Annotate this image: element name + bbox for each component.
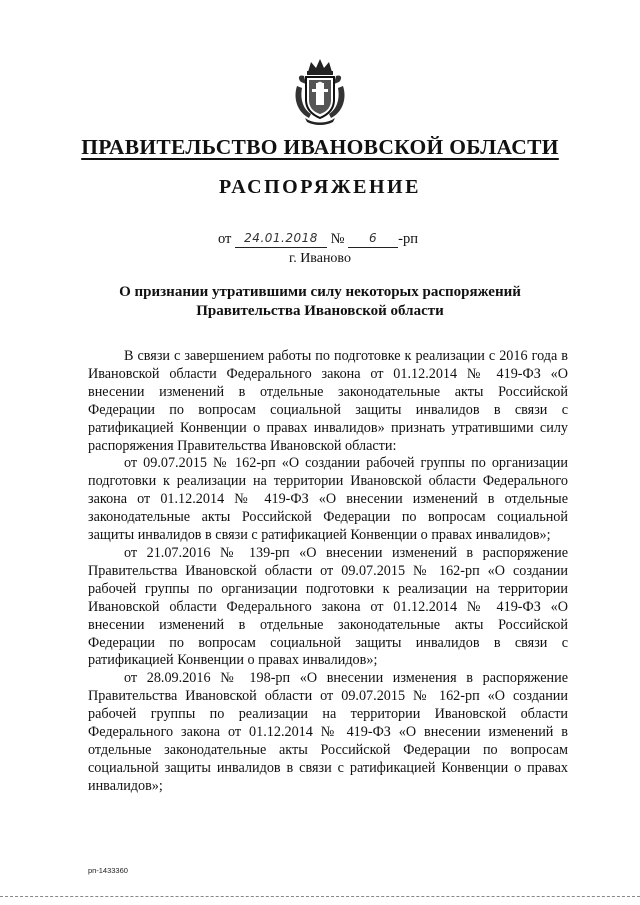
coat-of-arms-emblem-icon bbox=[291, 56, 349, 126]
number-suffix: -рп bbox=[398, 231, 418, 247]
subject-line-2: Правительства Ивановской области bbox=[196, 303, 444, 319]
document-type-heading: РАСПОРЯЖЕНИЕ bbox=[219, 176, 421, 198]
scan-edge-divider bbox=[0, 896, 640, 897]
handwritten-date: 24.01.2018 bbox=[244, 231, 318, 245]
handwritten-number: 6 bbox=[369, 231, 378, 245]
document-code: рп-1433360 bbox=[88, 866, 128, 875]
subject-line-1: О признании утратившими силу некоторых распоряжений bbox=[119, 284, 521, 300]
organization-title: ПРАВИТЕЛЬСТВО ИВАНОВСКОЙ ОБЛАСТИ bbox=[81, 135, 559, 159]
date-prefix: от bbox=[218, 231, 232, 247]
city-line: г. Иваново bbox=[289, 251, 351, 266]
number-sign: № bbox=[330, 231, 345, 247]
body-item-paragraph: от 21.07.2016 № 139-рп «О внесении изменений в распоряжение Правительства Ивановской области от 09.07.2015 № 162-рп «О создании рабочей группы по организации подготовки к реализации на территории Ивановской области Федерального закона от 01.12.2014 № 419-ФЗ «О внесении изменений в отдельные законодательные акты Российской Федерации по вопросам социальной защиты инвалидов в связи с ратификацией Конвенции о правах инвалидов»; bbox=[88, 544, 568, 669]
document-body bbox=[88, 348, 568, 796]
number-field bbox=[348, 230, 398, 248]
date-number-line bbox=[218, 230, 418, 248]
document-subject bbox=[70, 283, 570, 321]
body-intro-paragraph: В связи с завершением работы по подготовке к реализации с 2016 года в Ивановской области Федерального закона от 01.12.2014 № 419-ФЗ «О внесении изменений в отдельные законодательные акты Российской Федерации по вопросам социальной защиты инвалидов в связи с ратификацией Конвенции о правах инвалидов» признать утратившими силу распоряжения Правительства Ивановской области: bbox=[88, 348, 568, 454]
body-item-paragraph: от 09.07.2015 № 162-рп «О создании рабочей группы по организации подготовки к реализации на территории Ивановской области Федерального закона от 01.12.2014 № 419-ФЗ «О внесении изменений в отдельные законодательные акты Российской Федерации по вопросам социальной защиты инвалидов в связи с ратификацией Конвенции о правах инвалидов»; bbox=[88, 455, 568, 544]
body-item-paragraph: от 28.09.2016 № 198-рп «О внесении изменения в распоряжение Правительства Ивановской области от 09.07.2015 № 162-рп «О создании рабочей группы по реализации на территории Ивановской области Федерального закона от 01.12.2014 № 419-ФЗ «О внесении изменений в отдельные законодательные акты Российской Федерации по вопросам социальной защиты инвалидов в связи с ратификацией Конвенции о правах инвалидов»; bbox=[88, 670, 568, 794]
date-field bbox=[235, 230, 327, 248]
